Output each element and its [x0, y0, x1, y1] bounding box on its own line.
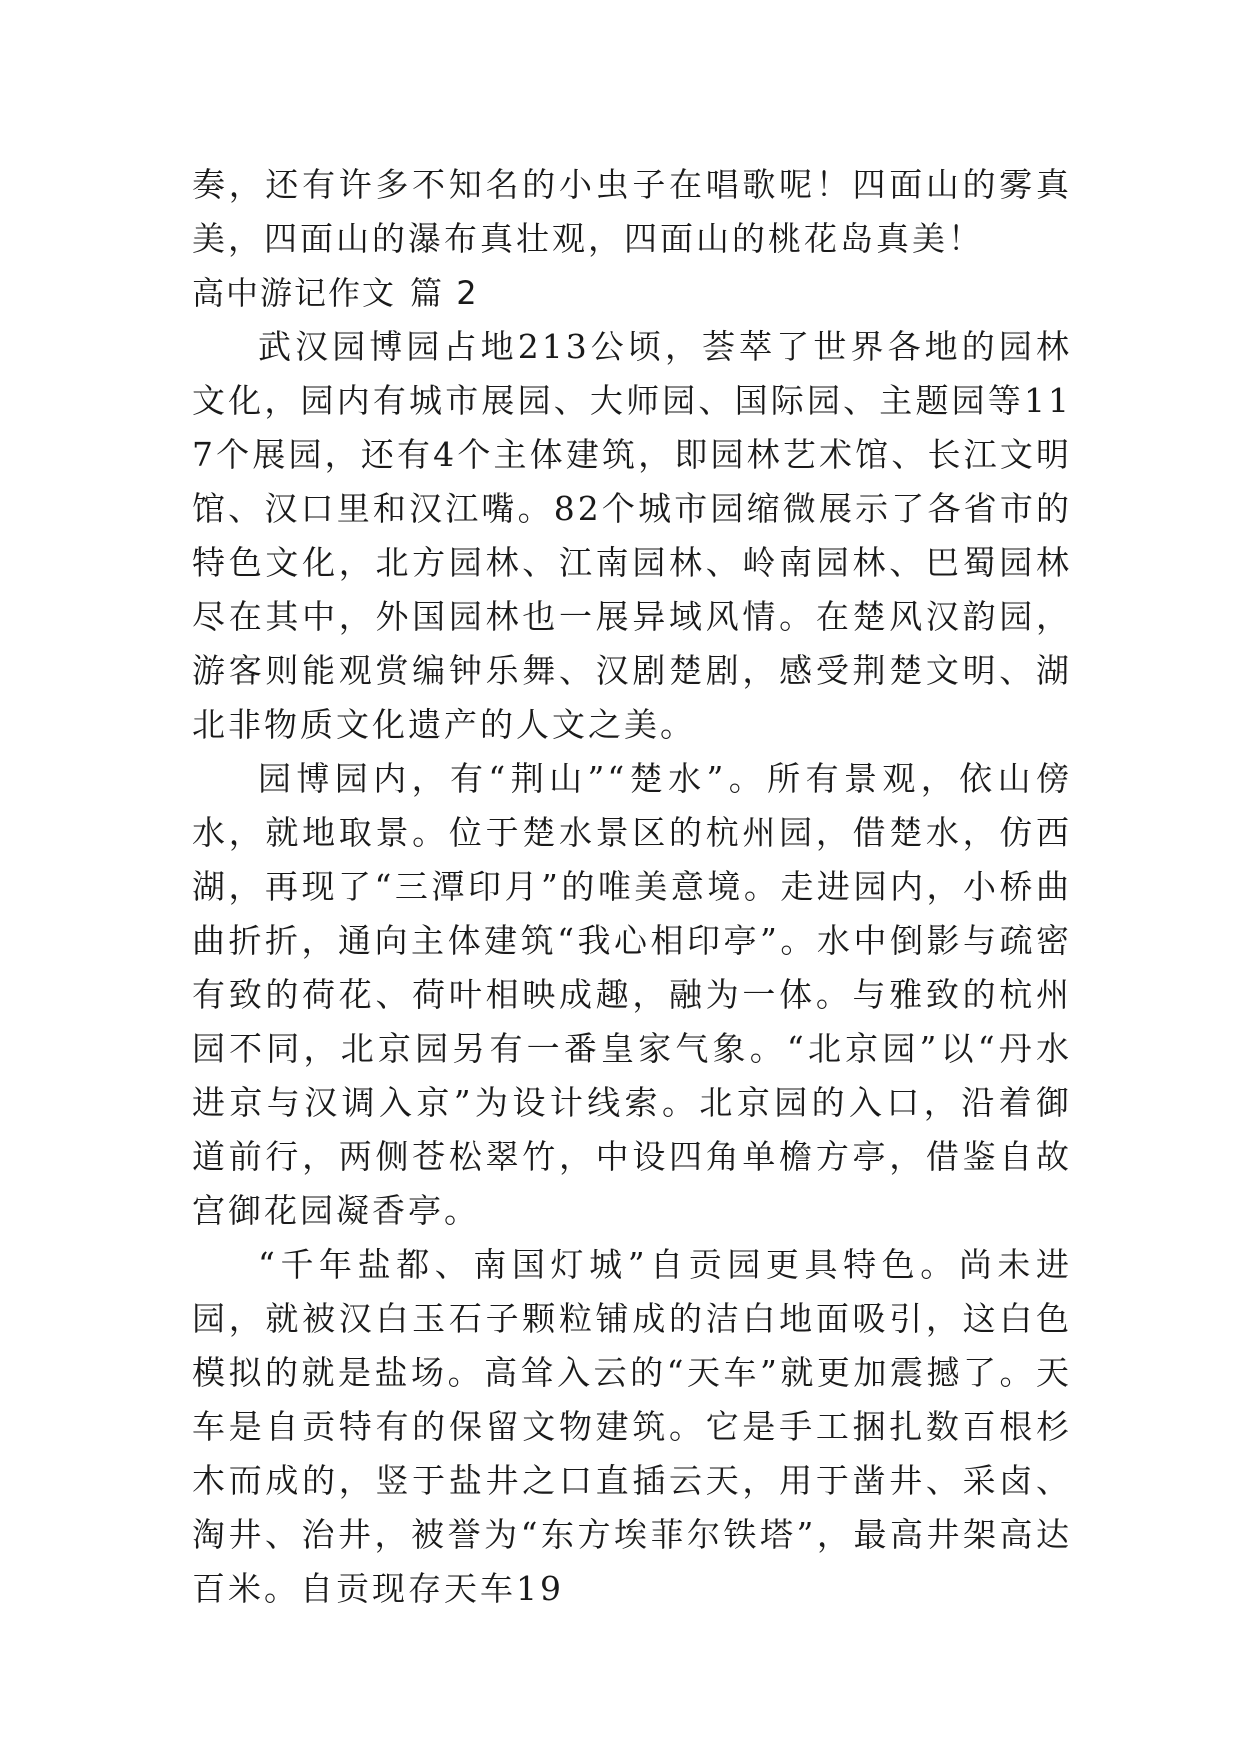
section-heading — [192, 266, 1072, 320]
document-body — [192, 158, 1072, 1616]
body-paragraph: 园博园内，有“荆山”“楚水”。所有景观，依山傍水，就地取景。位于楚水景区的杭州园，借楚水，仿西湖，再现了“三潭印月”的唯美意境。走进园内，小桥曲曲折折，通向主体建筑“我心相印亭”。水中倒影与疏密有致的荷花、荷叶相映成趣，融为一体。与雅致的杭州园不同，北京园另有一番皇家气象。“北京园”以“丹水进京与汉调入京”为设计线索。北京园的入口，沿着御道前行，两侧苍松翠竹，中设四角单檐方亭，借鉴自故宫御花园凝香亭。 — [192, 759, 1072, 1230]
body-paragraph: 武汉园博园占地213公顷，荟萃了世界各地的园林文化，园内有城市展园、大师园、国际园、主题园等117个展园，还有4个主体建筑，即园林艺术馆、长江文明馆、汉口里和汉江嘴。82个城市园缩微展示了各省市的特色文化，北方园林、江南园林、岭南园林、巴蜀园林尽在其中，外国园林也一展异域风情。在楚风汉韵园，游客则能观赏编钟乐舞、汉剧楚剧，感受荆楚文明、湖北非物质文化遗产的人文之美。 — [192, 327, 1072, 744]
body-paragraph: “千年盐都、南国灯城”自贡园更具特色。尚未进园，就被汉白玉石子颗粒铺成的洁白地面吸引，这白色模拟的就是盐场。高耸入云的“天车”就更加震撼了。天车是自贡特有的保留文物建筑。它是手工捆扎数百根杉木而成的，竖于盐井之口直插云天，用于凿井、采卤、淘井、治井，被誉为“东方埃菲尔铁塔”，最高井架高达百米。自贡现存天车19 — [192, 1245, 1072, 1608]
section-number: 篇 2 — [410, 274, 479, 312]
intro-paragraph: 奏，还有许多不知名的小虫子在唱歌呢！四面山的雾真美，四面山的瀑布真壮观，四面山的桃花岛真美！ — [192, 165, 1072, 258]
section-title: 高中游记作文 — [192, 274, 397, 312]
